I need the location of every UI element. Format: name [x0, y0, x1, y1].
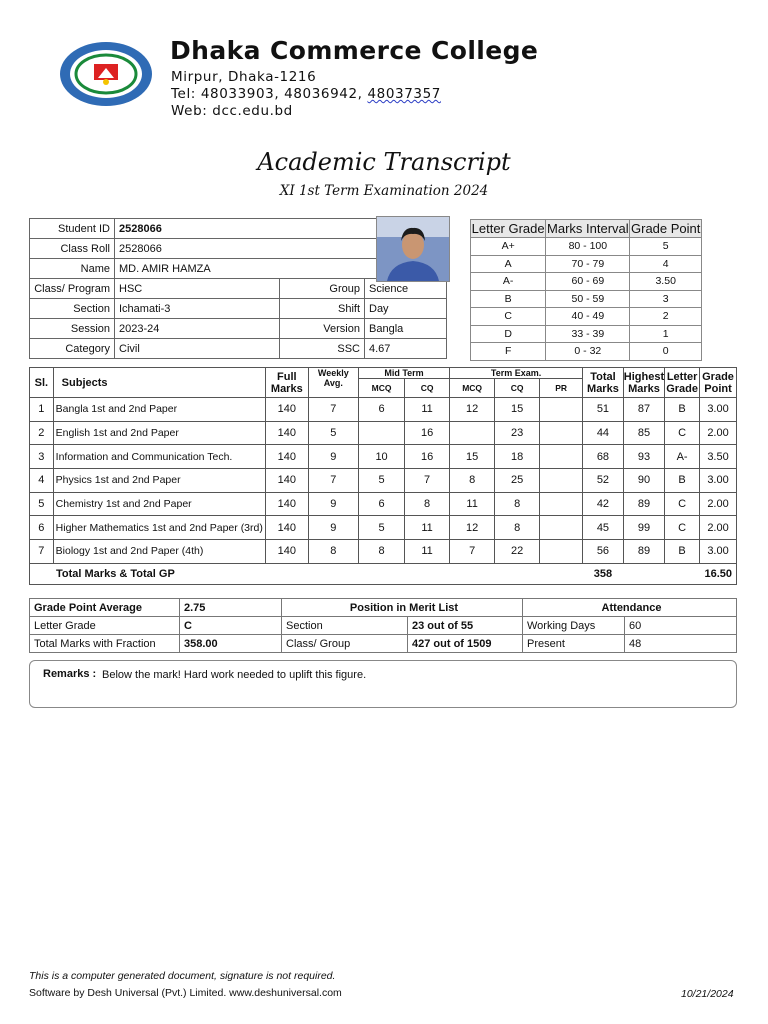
term-cq-cell: 25 [495, 469, 540, 493]
term-exam-header: Term Exam. [450, 368, 583, 379]
mid-cq-cell: 8 [405, 492, 450, 516]
marks-row [30, 469, 737, 493]
mid-mcq-header: MCQ [359, 379, 405, 398]
grade-scale-cell: 1 [630, 325, 702, 343]
subjects-header: Subjects [53, 368, 265, 398]
fraction-value: 358.00 [180, 635, 282, 653]
footer-note: This is a computer generated document, signature is not required. [29, 970, 336, 982]
sl-cell: 2 [30, 421, 54, 445]
grade-scale-cell: A [471, 255, 546, 273]
class-roll-value: 2528066 [115, 239, 447, 259]
full-marks-cell: 140 [265, 421, 308, 445]
mid-mcq-cell [359, 421, 405, 445]
sl-cell: 1 [30, 398, 54, 422]
college-web: Web: dcc.edu.bd [171, 103, 293, 119]
term-cq-cell: 8 [495, 492, 540, 516]
weekly-avg-header: Weekly Avg. [308, 368, 358, 398]
session-label: Session [30, 319, 115, 339]
sl-header: Sl. [30, 368, 54, 398]
grade-scale-cell: 33 - 39 [546, 325, 630, 343]
term-mcq-cell: 8 [450, 469, 495, 493]
grade-scale-cell: D [471, 325, 546, 343]
sl-cell: 6 [30, 516, 54, 540]
grade-scale-cell: 80 - 100 [546, 238, 630, 256]
grade-point-cell: 3.50 [700, 445, 737, 469]
term-mcq-cell: 15 [450, 445, 495, 469]
merit-group-label: Class/ Group [282, 635, 408, 653]
weekly-avg-cell: 8 [308, 540, 358, 564]
term-mcq-cell: 11 [450, 492, 495, 516]
marks-row [30, 516, 737, 540]
mid-cq-cell: 11 [405, 516, 450, 540]
full-marks-cell: 140 [265, 469, 308, 493]
letter-grade-header: Letter Grade [665, 368, 700, 398]
grade-point-cell: 2.00 [700, 516, 737, 540]
highest-marks-cell: 90 [623, 469, 664, 493]
remarks-text: Below the mark! Hard work needed to uplift this figure. [102, 669, 367, 681]
grade-scale-row [471, 290, 702, 308]
mid-cq-cell: 11 [405, 398, 450, 422]
class-roll-label: Class Roll [30, 239, 115, 259]
grade-point-cell: 3.00 [700, 469, 737, 493]
subject-cell: Higher Mathematics 1st and 2nd Paper (3rd) [53, 516, 265, 540]
grade-scale-row [471, 308, 702, 326]
mid-cq-cell: 11 [405, 540, 450, 564]
highest-marks-header: Highest Marks [623, 368, 664, 398]
section-value: Ichamati-3 [115, 299, 280, 319]
present-value: 48 [625, 635, 737, 653]
grade-scale-cell: 3 [630, 290, 702, 308]
college-name: Dhaka Commerce College [170, 36, 539, 65]
marks-row [30, 421, 737, 445]
grade-scale-cell: 3.50 [630, 273, 702, 291]
highest-marks-cell: 89 [623, 540, 664, 564]
ssc-label: SSC [280, 339, 365, 359]
term-cq-header: CQ [495, 379, 540, 398]
highest-marks-cell: 93 [623, 445, 664, 469]
term-pr-cell [540, 445, 583, 469]
highest-marks-cell: 87 [623, 398, 664, 422]
letter-grade-value: C [180, 617, 282, 635]
weekly-avg-cell: 9 [308, 445, 358, 469]
grade-scale-row [471, 238, 702, 256]
mid-cq-cell: 7 [405, 469, 450, 493]
mid-mcq-cell: 6 [359, 398, 405, 422]
grade-scale-cell: 5 [630, 238, 702, 256]
version-label: Version [280, 319, 365, 339]
total-marks-value: 358 [583, 563, 624, 584]
grade-scale-header: Letter Grade [471, 221, 545, 236]
grade-scale-row [471, 273, 702, 291]
term-pr-cell [540, 540, 583, 564]
grade-scale-cell: 0 - 32 [546, 343, 630, 361]
name-value: MD. AMIR HAMZA [115, 259, 447, 279]
term-cq-cell: 22 [495, 540, 540, 564]
remarks-box [29, 660, 737, 708]
term-mcq-cell: 7 [450, 540, 495, 564]
grade-scale-cell: C [471, 308, 546, 326]
mid-mcq-cell: 5 [359, 469, 405, 493]
college-phone: Tel: 48033903, 48036942, 48037357 [171, 86, 441, 102]
term-pr-cell [540, 516, 583, 540]
subject-cell: Biology 1st and 2nd Paper (4th) [53, 540, 265, 564]
grade-scale-cell: 4 [630, 255, 702, 273]
total-marks-cell: 52 [583, 469, 624, 493]
grade-scale-table [470, 219, 702, 361]
mid-cq-cell: 16 [405, 421, 450, 445]
mid-cq-cell: 16 [405, 445, 450, 469]
weekly-avg-cell: 7 [308, 469, 358, 493]
footer-software: Software by Desh Universal (Pvt.) Limited. www.deshuniversal.com [29, 987, 342, 999]
weekly-avg-cell: 9 [308, 492, 358, 516]
mid-mcq-cell: 6 [359, 492, 405, 516]
sl-cell: 7 [30, 540, 54, 564]
remarks-label: Remarks : [43, 668, 97, 680]
sl-cell: 4 [30, 469, 54, 493]
gpa-label: Grade Point Average [30, 599, 180, 617]
term-mcq-header: MCQ [450, 379, 495, 398]
page-title: Academic Transcript [257, 148, 511, 176]
subject-cell: Physics 1st and 2nd Paper [53, 469, 265, 493]
total-marks-cell: 51 [583, 398, 624, 422]
merit-section-value: 23 out of 55 [408, 617, 523, 635]
student-photo [376, 216, 450, 282]
present-label: Present [523, 635, 625, 653]
term-pr-header: PR [540, 379, 583, 398]
grade-point-header: Grade Point [700, 368, 737, 398]
working-days-value: 60 [625, 617, 737, 635]
total-spacer [623, 563, 699, 584]
letter-grade-cell: A- [665, 445, 700, 469]
weekly-avg-cell: 7 [308, 398, 358, 422]
fraction-label: Total Marks with Fraction [30, 635, 180, 653]
mid-cq-header: CQ [405, 379, 450, 398]
grade-scale-cell: B [471, 290, 546, 308]
category-label: Category [30, 339, 115, 359]
merit-header: Position in Merit List [282, 599, 523, 617]
term-cq-cell: 23 [495, 421, 540, 445]
grade-scale-cell: A- [471, 273, 546, 291]
letter-grade-cell: B [665, 540, 700, 564]
term-cq-cell: 15 [495, 398, 540, 422]
total-marks-header: Total Marks [583, 368, 624, 398]
total-marks-cell: 56 [583, 540, 624, 564]
term-pr-cell [540, 421, 583, 445]
full-marks-cell: 140 [265, 540, 308, 564]
subject-cell: English 1st and 2nd Paper [53, 421, 265, 445]
class-program-value: HSC [115, 279, 280, 299]
grade-scale-row [471, 255, 702, 273]
grade-scale-cell: 70 - 79 [546, 255, 630, 273]
marks-table [29, 367, 737, 585]
grade-scale-cell: F [471, 343, 546, 361]
full-marks-cell: 140 [265, 445, 308, 469]
merit-group-value: 427 out of 1509 [408, 635, 523, 653]
college-logo [58, 40, 154, 108]
grade-scale-cell: 2 [630, 308, 702, 326]
marks-row [30, 398, 737, 422]
student-id-label: Student ID [30, 219, 115, 239]
grade-scale-row [471, 325, 702, 343]
sl-cell: 3 [30, 445, 54, 469]
page-subtitle: XI 1st Term Examination 2024 [279, 183, 489, 199]
group-label: Group [280, 279, 365, 299]
grade-scale-cell: 50 - 59 [546, 290, 630, 308]
name-label: Name [30, 259, 115, 279]
subject-cell: Bangla 1st and 2nd Paper [53, 398, 265, 422]
mid-term-header: Mid Term [359, 368, 450, 379]
category-value: Civil [115, 339, 280, 359]
full-marks-cell: 140 [265, 398, 308, 422]
total-gp-value: 16.50 [700, 563, 737, 584]
section-label: Section [30, 299, 115, 319]
attendance-header: Attendance [523, 599, 737, 617]
total-marks-cell: 42 [583, 492, 624, 516]
class-program-label: Class/ Program [30, 279, 115, 299]
term-mcq-cell: 12 [450, 516, 495, 540]
weekly-avg-cell: 9 [308, 516, 358, 540]
ssc-value: 4.67 [365, 339, 447, 359]
term-mcq-cell: 12 [450, 398, 495, 422]
working-days-label: Working Days [523, 617, 625, 635]
weekly-avg-cell: 5 [308, 421, 358, 445]
grade-scale-cell: 40 - 49 [546, 308, 630, 326]
grade-scale-cell: A+ [471, 238, 546, 256]
highest-marks-cell: 99 [623, 516, 664, 540]
mid-mcq-cell: 10 [359, 445, 405, 469]
full-marks-header: Full Marks [265, 368, 308, 398]
version-value: Bangla [365, 319, 447, 339]
total-marks-cell: 45 [583, 516, 624, 540]
grade-point-cell: 3.00 [700, 398, 737, 422]
grade-scale-cell: 60 - 69 [546, 273, 630, 291]
term-cq-cell: 8 [495, 516, 540, 540]
grade-point-cell: 2.00 [700, 421, 737, 445]
letter-grade-cell: B [665, 469, 700, 493]
summary-table [29, 598, 737, 653]
letter-grade-cell: C [665, 492, 700, 516]
sl-cell: 5 [30, 492, 54, 516]
college-address: Mirpur, Dhaka-1216 [171, 69, 317, 85]
footer-date: 10/21/2024 [681, 988, 734, 1000]
term-pr-cell [540, 398, 583, 422]
student-id-value: 2528066 [115, 219, 447, 239]
group-value: Science [365, 279, 447, 299]
merit-section-label: Section [282, 617, 408, 635]
subject-cell: Information and Communication Tech. [53, 445, 265, 469]
total-marks-cell: 44 [583, 421, 624, 445]
mid-mcq-cell: 8 [359, 540, 405, 564]
full-marks-cell: 140 [265, 492, 308, 516]
total-label: Total Marks & Total GP [30, 563, 583, 584]
letter-grade-cell: B [665, 398, 700, 422]
marks-row [30, 492, 737, 516]
term-cq-cell: 18 [495, 445, 540, 469]
grade-scale-header: Grade Point [631, 221, 701, 236]
session-value: 2023-24 [115, 319, 280, 339]
term-mcq-cell [450, 421, 495, 445]
subject-cell: Chemistry 1st and 2nd Paper [53, 492, 265, 516]
marks-row [30, 540, 737, 564]
grade-scale-row [471, 343, 702, 361]
letter-grade-cell: C [665, 516, 700, 540]
marks-row [30, 445, 737, 469]
shift-label: Shift [280, 299, 365, 319]
gpa-value: 2.75 [180, 599, 282, 617]
highest-marks-cell: 89 [623, 492, 664, 516]
grade-scale-header: Marks Interval [547, 221, 629, 236]
term-pr-cell [540, 492, 583, 516]
letter-grade-label: Letter Grade [30, 617, 180, 635]
grade-point-cell: 2.00 [700, 492, 737, 516]
highest-marks-cell: 85 [623, 421, 664, 445]
grade-point-cell: 3.00 [700, 540, 737, 564]
full-marks-cell: 140 [265, 516, 308, 540]
mid-mcq-cell: 5 [359, 516, 405, 540]
total-marks-cell: 68 [583, 445, 624, 469]
letter-grade-cell: C [665, 421, 700, 445]
grade-scale-cell: 0 [630, 343, 702, 361]
term-pr-cell [540, 469, 583, 493]
shift-value: Day [365, 299, 447, 319]
